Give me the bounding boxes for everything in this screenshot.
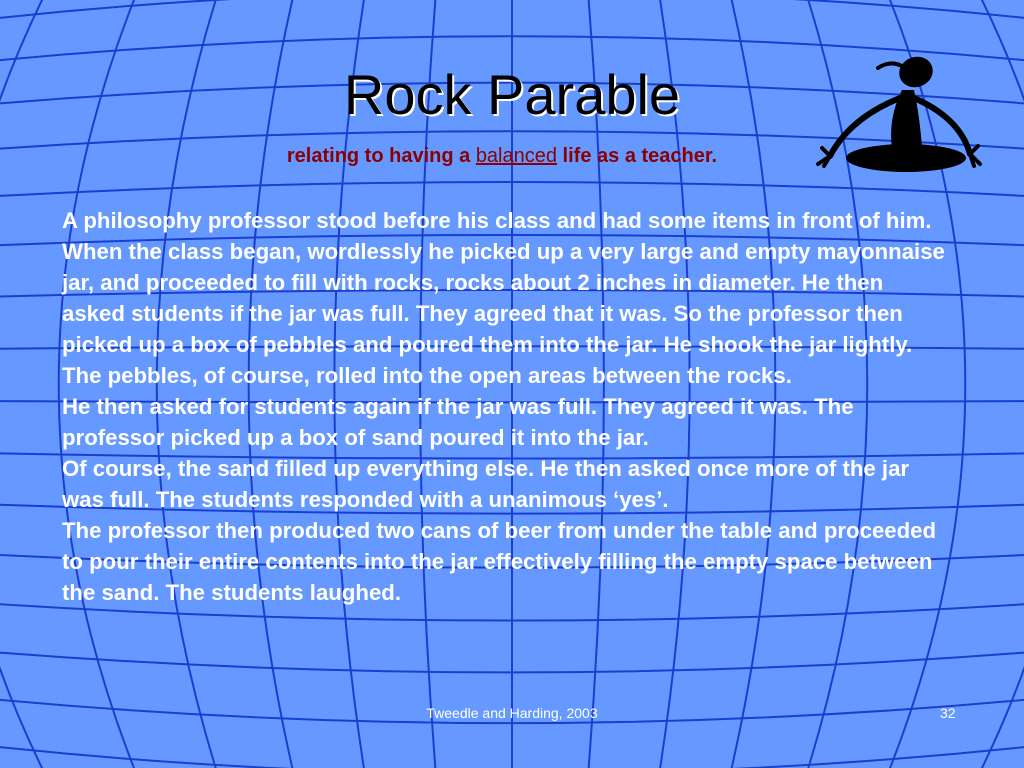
subtitle-prefix: relating to having a	[286, 145, 476, 167]
page-number: 32	[940, 705, 956, 721]
meditating-figure-icon	[810, 48, 985, 178]
body-paragraph: He then asked for students again if the jar was full. They agreed it was. The professor picked up a box of sand poured it into the jar.	[62, 394, 854, 450]
body-text	[62, 205, 952, 608]
body-paragraph: The professor then produced two cans of beer from under the table and proceeded to pour their entire contents into the jar effectively filling the empty space between the sand. The students laughed.	[62, 518, 937, 605]
body-paragraph: Of course, the sand filled up everything else. He then asked once more of the jar was full. The students responded with a unanimous ‘yes’.	[62, 456, 910, 512]
body-paragraph: A philosophy professor stood before his class and had some items in front of him. When the class began, wordlessly he picked up a very large and empty mayonnaise jar, and proceeded to fill with rocks, rocks about 2 inches in diameter. He then asked students if the jar was full. They agreed that it was. So the professor then picked up a box of pebbles and poured them into the jar. He shook the jar lightly. The pebbles, of course, rolled into the open areas between the rocks.	[62, 208, 945, 388]
footer-citation: Tweedle and Harding, 2003	[426, 705, 598, 721]
subtitle-suffix: life as a teacher.	[557, 145, 718, 167]
subtitle-balanced-word: balanced	[475, 145, 557, 167]
slide-title: Rock Parable	[343, 63, 681, 126]
